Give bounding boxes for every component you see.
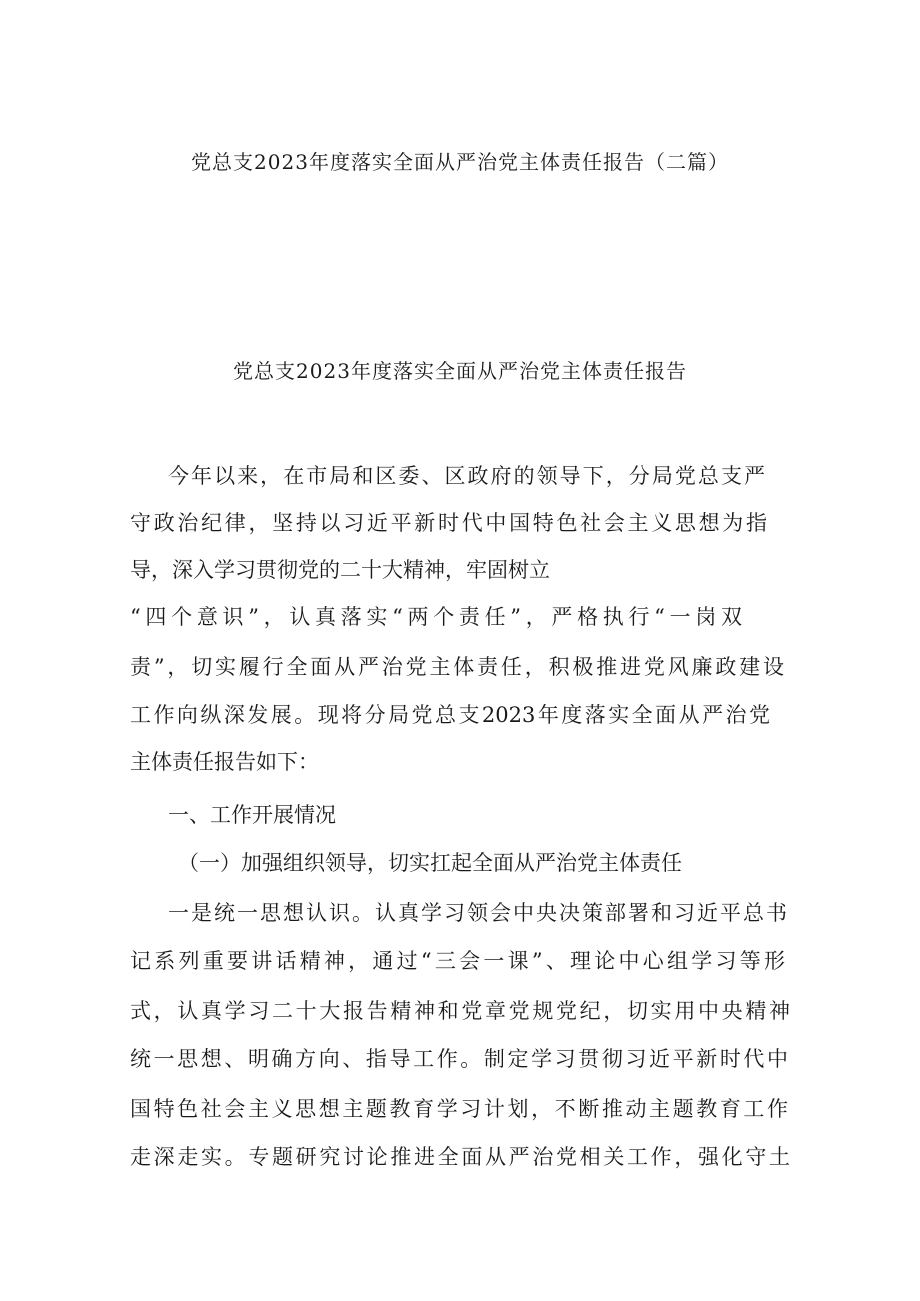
document-title: 党总支2023年度落实全面从严治党主体责任报告（二篇） (191, 150, 729, 174)
paragraph-line: 记系列重要讲话精神，通过“三会一课”、理论中心组学习等形 (130, 949, 785, 973)
paragraph-line: 工作向纵深发展。现将分局党总支2023年度落实全面从严治党 (130, 703, 770, 727)
paragraph-line: 主体责任报告如下： (130, 750, 319, 774)
paragraph-line: 责”，切实履行全面从严治党主体责任，积极推进党风廉政建设 (130, 655, 784, 679)
paragraph-line: 导，深入学习贯彻党的二十大精神，牢固树立 (130, 558, 550, 582)
subsection-heading: （一）加强组织领导，切实扛起全面从严治党主体责任 (178, 851, 682, 875)
paragraph-line: 一是统一思想认识。认真学习领会中央决策部署和习近平总书 (168, 901, 787, 925)
paragraph-line: 走深走实。专题研究讨论推进全面从严治党相关工作，强化守土 (130, 1145, 790, 1169)
report-title: 党总支2023年度落实全面从严治党主体责任报告 (233, 359, 687, 383)
paragraph-line: 守政治纪律，坚持以习近平新时代中国特色社会主义思想为指 (130, 511, 767, 535)
section-heading: 一、工作开展情况 (168, 803, 336, 827)
paragraph-line: 统一思想、明确方向、指导工作。制定学习贯彻习近平新时代中 (130, 1047, 788, 1071)
paragraph-line: 式，认真学习二十大报告精神和党章党规党纪，切实用中央精神 (130, 999, 790, 1023)
paragraph-line: 国特色社会主义思想主题教育学习计划，不断推动主题教育工作 (130, 1097, 788, 1121)
paragraph-line: “四个意识”，认真落实“两个责任”，严格执行“一岗双 (130, 605, 742, 629)
paragraph-line: 今年以来，在市局和区委、区政府的领导下，分局党总支严 (168, 464, 765, 488)
